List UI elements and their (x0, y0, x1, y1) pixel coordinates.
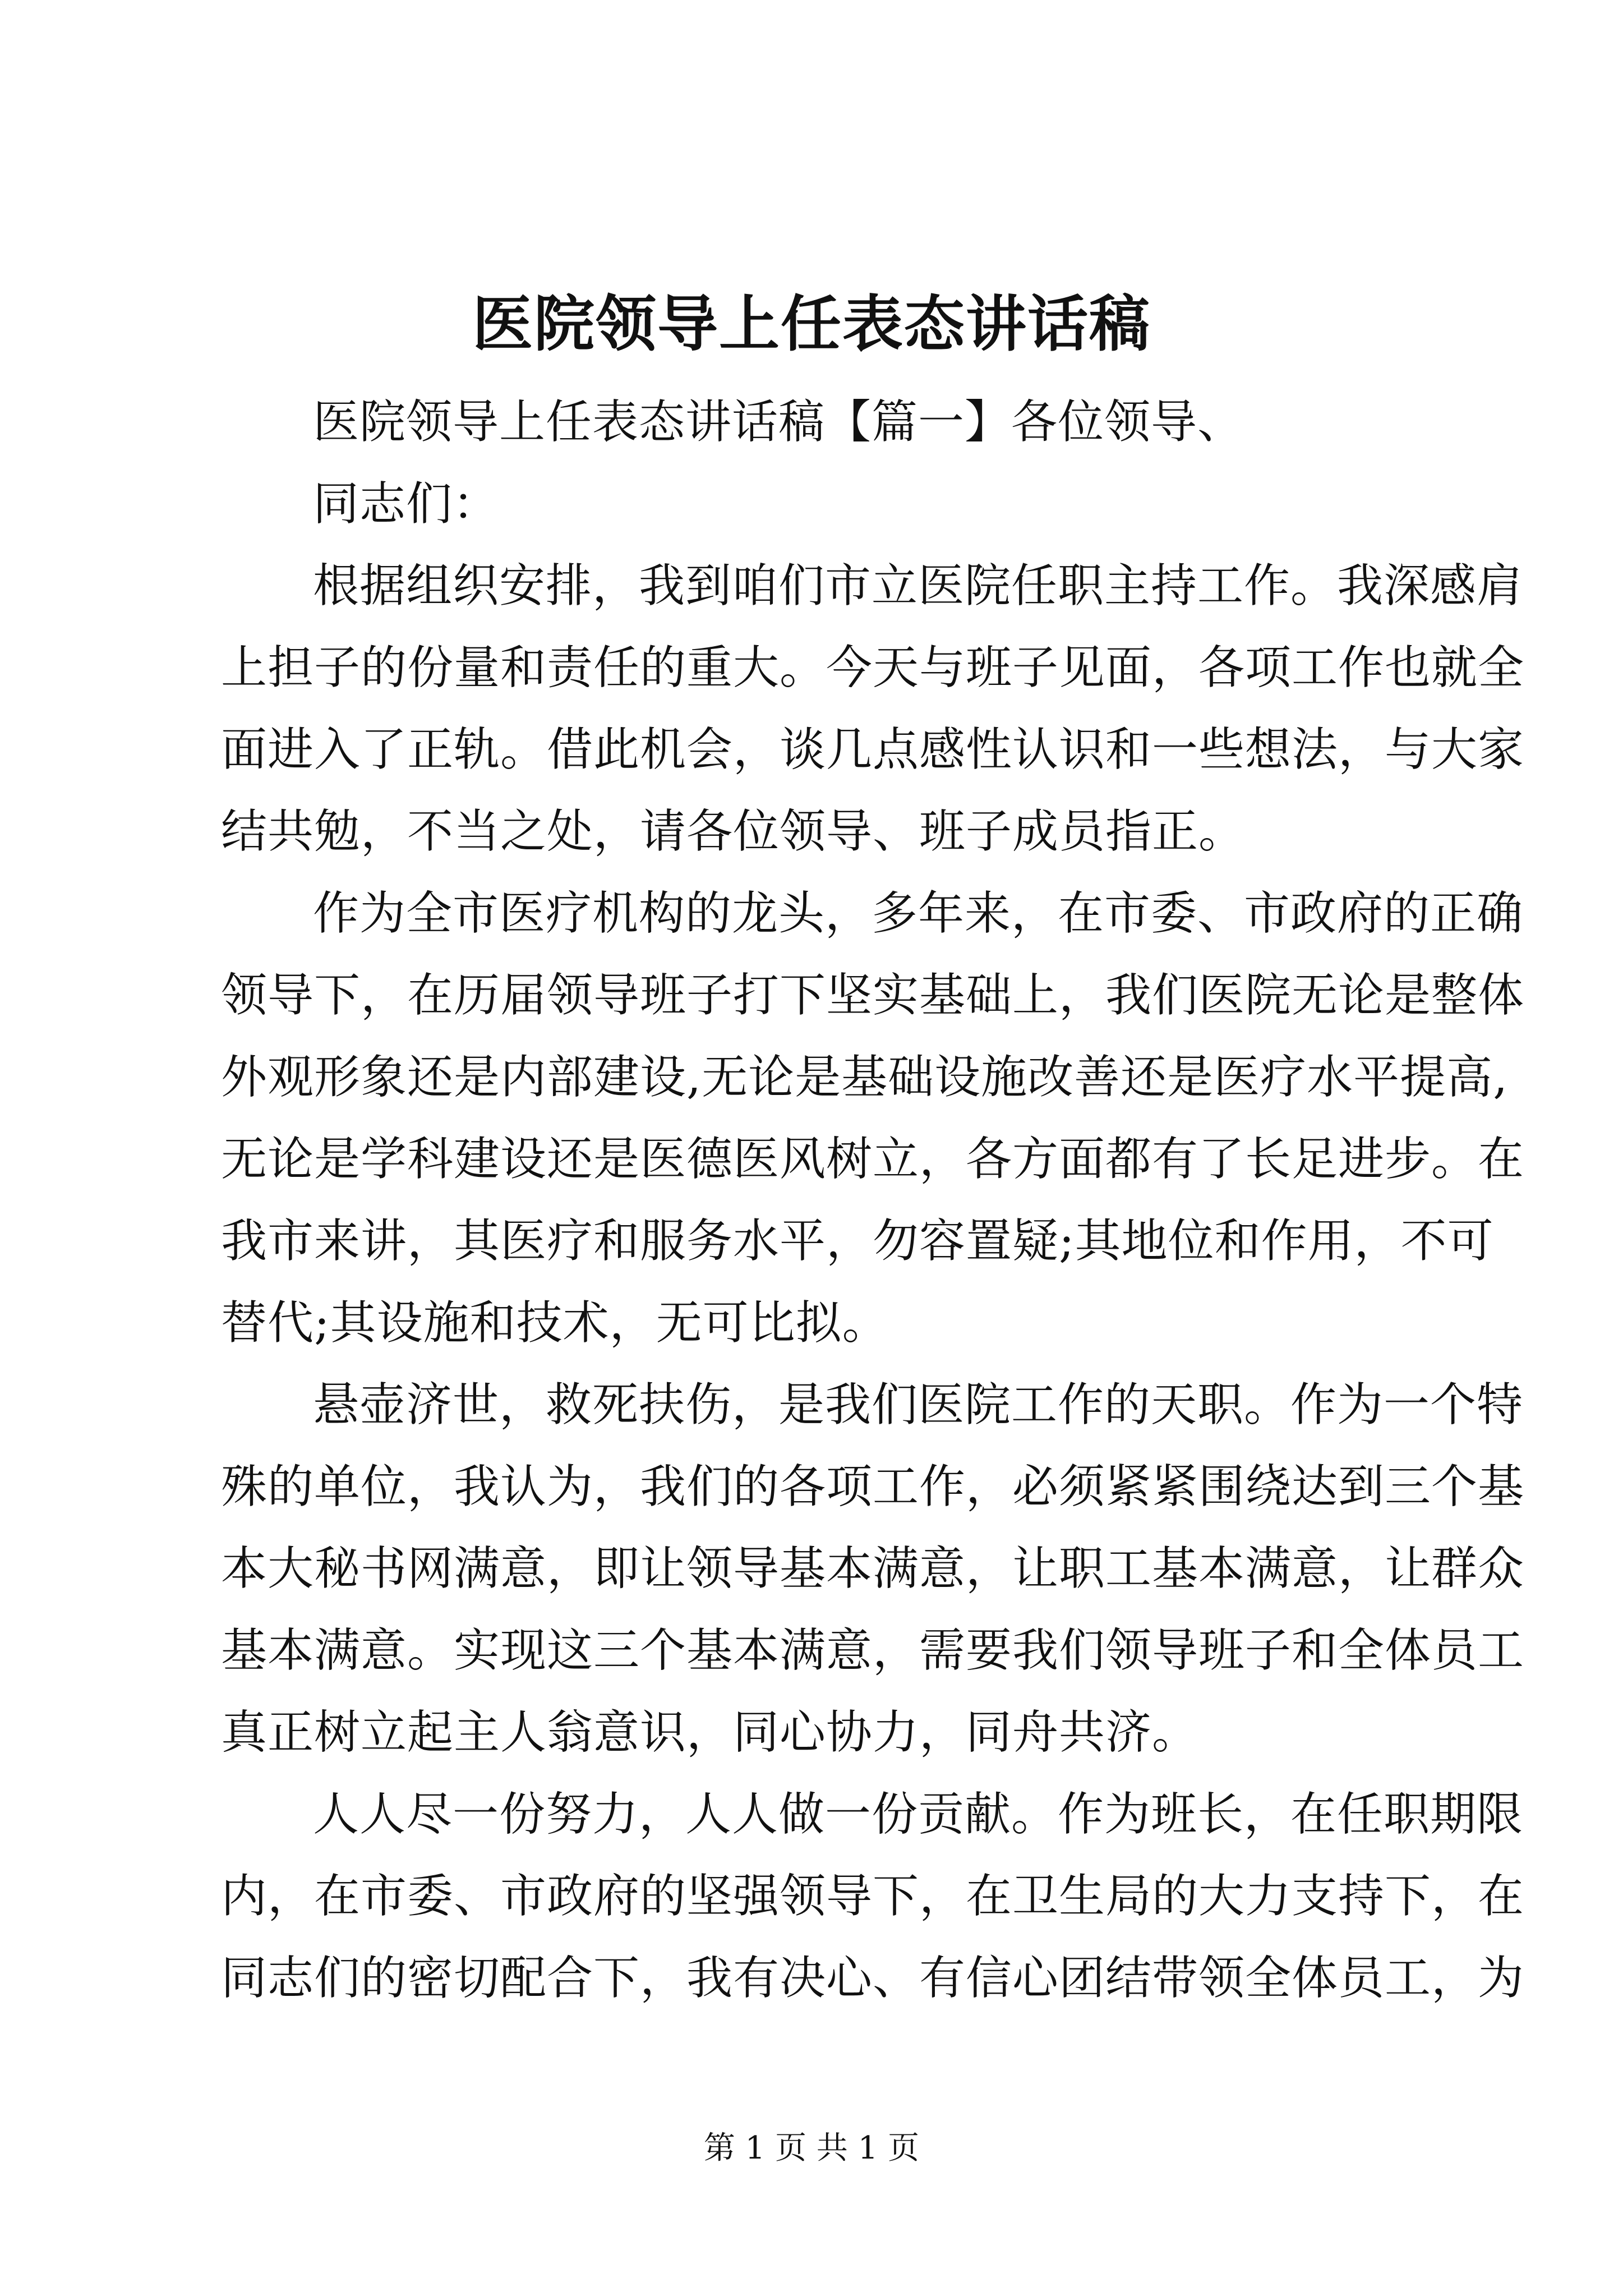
text-line: 上担子的份量和责任的重大。今天与班子见面，各项工作也就全 (221, 641, 1525, 694)
paragraph (221, 545, 1525, 873)
text-line: 基本满意。实现这三个基本满意，需要我们领导班子和全体员工 (221, 1624, 1525, 1677)
text-line: 真正树立起主人翁意识，同心协力，同舟共济。 (221, 1706, 1199, 1759)
document-title: 医院领导上任表态讲话稿 (472, 289, 1151, 360)
text-line: 无论是学科建设还是医德医风树立，各方面都有了长足进步。在 (221, 1133, 1525, 1186)
paragraph (221, 873, 1525, 1364)
text-line: 替代;其设施和技术，无可比拟。 (221, 1296, 889, 1350)
page-footer: 第 1 页 共 1 页 (703, 2130, 920, 2166)
text-line: 外观形象还是内部建设,无论是基础设施改善还是医疗水平提高, (221, 1051, 1509, 1104)
text-line: 作为全市医疗机构的龙头，多年来，在市委、市政府的正确 (313, 887, 1524, 940)
text-line: 悬壶济世，救死扶伤，是我们医院工作的天职。作为一个特 (313, 1378, 1524, 1432)
text-line: 本大秘书网满意，即让领导基本满意，让职工基本满意，让群众 (221, 1542, 1525, 1595)
paragraph (221, 463, 1422, 545)
document-body (221, 381, 1525, 2019)
text-line: 殊的单位，我认为，我们的各项工作，必须紧紧围绕达到三个基 (221, 1460, 1525, 1513)
text-line: 根据组织安排，我到咱们市立医院任职主持工作。我深感肩 (313, 559, 1524, 613)
text-line: 领导下，在历届领导班子打下坚实基础上，我们医院无论是整体 (221, 969, 1525, 1022)
text-line: 医院领导上任表态讲话稿【篇一】各位领导、 (313, 395, 1244, 449)
text-line: 面进入了正轨。借此机会，谈几点感性认识和一些想法，与大家 (221, 723, 1525, 776)
paragraph (221, 381, 1422, 463)
text-line: 同志们的密切配合下，我有决心、有信心团结带领全体员工，为 (221, 1952, 1525, 2005)
text-line: 内，在市委、市政府的坚强领导下，在卫生局的大力支持下，在 (221, 1870, 1525, 1923)
text-line: 我市来讲，其医疗和服务水平，勿容置疑;其地位和作用，不可 (221, 1214, 1494, 1268)
text-line: 结共勉，不当之处，请各位领导、班子成员指正。 (221, 805, 1246, 858)
paragraph (221, 1364, 1525, 1774)
paragraph (221, 1774, 1525, 2019)
text-line: 同志们： (313, 477, 500, 531)
text-line: 人人尽一份努力，人人做一份贡献。作为班长，在任职期限 (313, 1788, 1524, 1841)
